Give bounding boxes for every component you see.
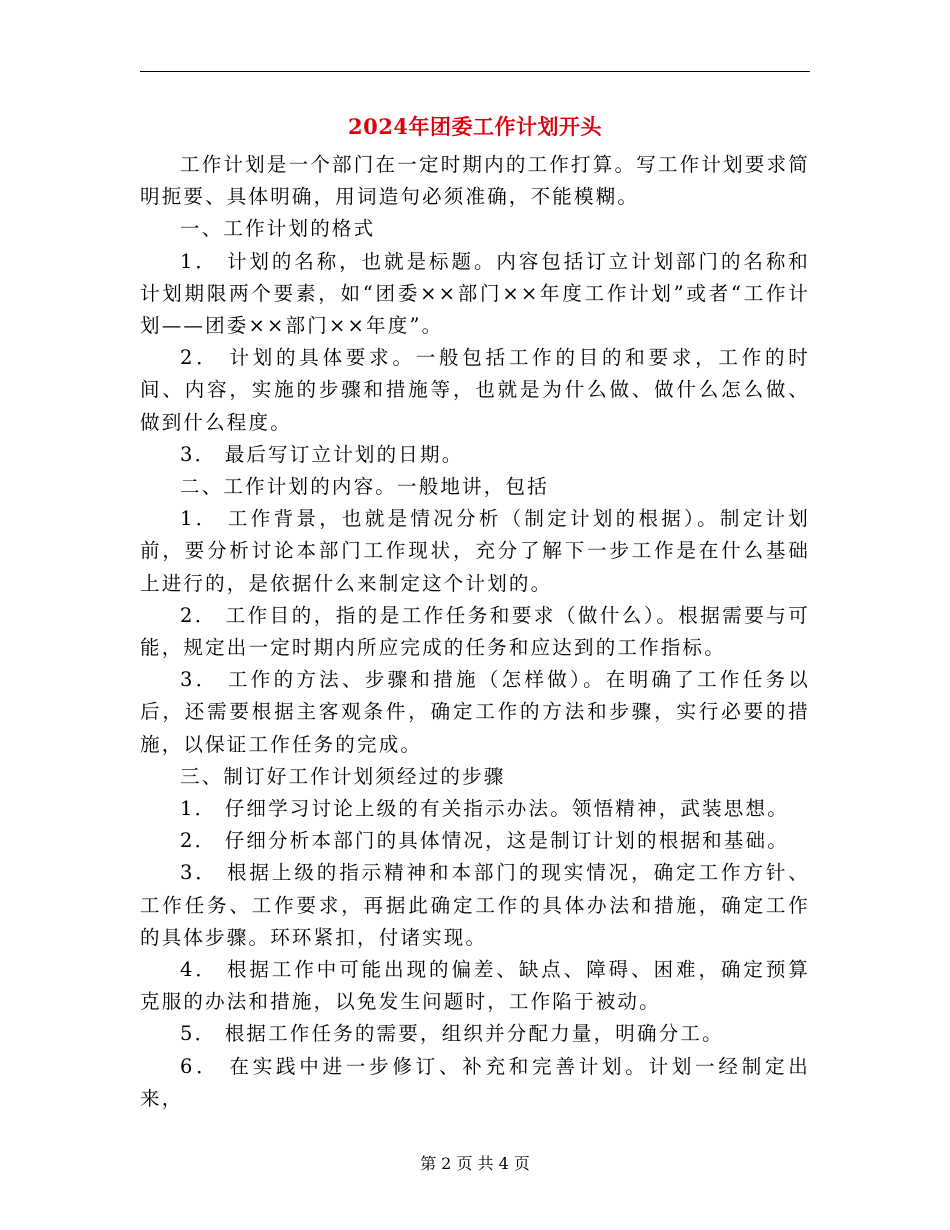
paragraph-1-3: 3． 最后写订立计划的日期。 xyxy=(180,442,464,466)
section-heading-1: 一、工作计划的格式 xyxy=(180,217,376,241)
paragraph-1-1: 1． 计划的名称，也就是标题。内容包括订立计划部门的名称和计划期限两个要素，如“团委××部门××年度工作计划”或者“工作计划——团委××部门××年度”。 xyxy=(140,249,810,338)
paragraph-1-2: 2． 计划的具体要求。一般包括工作的目的和要求，工作的时间、内容，实施的步骤和措施等，也就是为什么做、做什么怎么做、做到什么程度。 xyxy=(140,346,810,434)
paragraph-3-5: 5． 根据工作任务的需要，组织并分配力量，明确分工。 xyxy=(180,1022,724,1046)
paragraph-2-3: 3． 工作的方法、步骤和措施（怎样做）。在明确了工作任务以后，还需要根据主客观条件，确定工作的方法和步骤，实行必要的措施，以保证工作任务的完成。 xyxy=(140,668,810,756)
section-heading-2: 二、工作计划的内容。一般地讲，包括 xyxy=(180,475,549,499)
paragraph-3-1: 1． 仔细学习讨论上级的有关指示办法。领悟精神，武装思想。 xyxy=(180,797,789,821)
paragraph-3-2: 2． 仔细分析本部门的具体情况，这是制订计划的根据和基础。 xyxy=(180,829,789,853)
page-number-footer: 第 2 页 共 4 页 xyxy=(420,1154,530,1173)
header-rule xyxy=(140,71,810,72)
paragraph-3-4: 4． 根据工作中可能出现的偏差、缺点、障碍、困难，确定预算克服的办法和措施，以免发生问题时，工作陷于被动。 xyxy=(140,958,810,1014)
paragraph-2-2: 2． 工作目的，指的是工作任务和要求（做什么）。根据需要与可能，规定出一定时期内所应完成的任务和应达到的工作指标。 xyxy=(140,603,810,660)
paragraph-3-3: 3． 根据上级的指示精神和本部门的现实情况，确定工作方针、工作任务、工作要求，再据此确定工作的具体办法和措施，确定工作的具体步骤。环环紧扣，付诸实现。 xyxy=(140,861,810,949)
paragraph-2-1: 1． 工作背景，也就是情况分析（制定计划的根据）。制定计划前，要分析讨论本部门工作现状，充分了解下一步工作是在什么基础上进行的，是依据什么来制定这个计划的。 xyxy=(140,507,810,595)
paragraph-3-6: 6． 在实践中进一步修订、补充和完善计划。计划一经制定出来， xyxy=(140,1054,810,1110)
document-body xyxy=(140,149,810,1115)
section-heading-3: 三、制订好工作计划须经过的步骤 xyxy=(180,764,506,788)
paragraph-intro: 工作计划是一个部门在一定时期内的工作打算。写工作计划要求简明扼要、具体明确，用词造句必须准确，不能模糊。 xyxy=(140,153,810,209)
document-title: 2024年团委工作计划开头 xyxy=(348,114,602,139)
